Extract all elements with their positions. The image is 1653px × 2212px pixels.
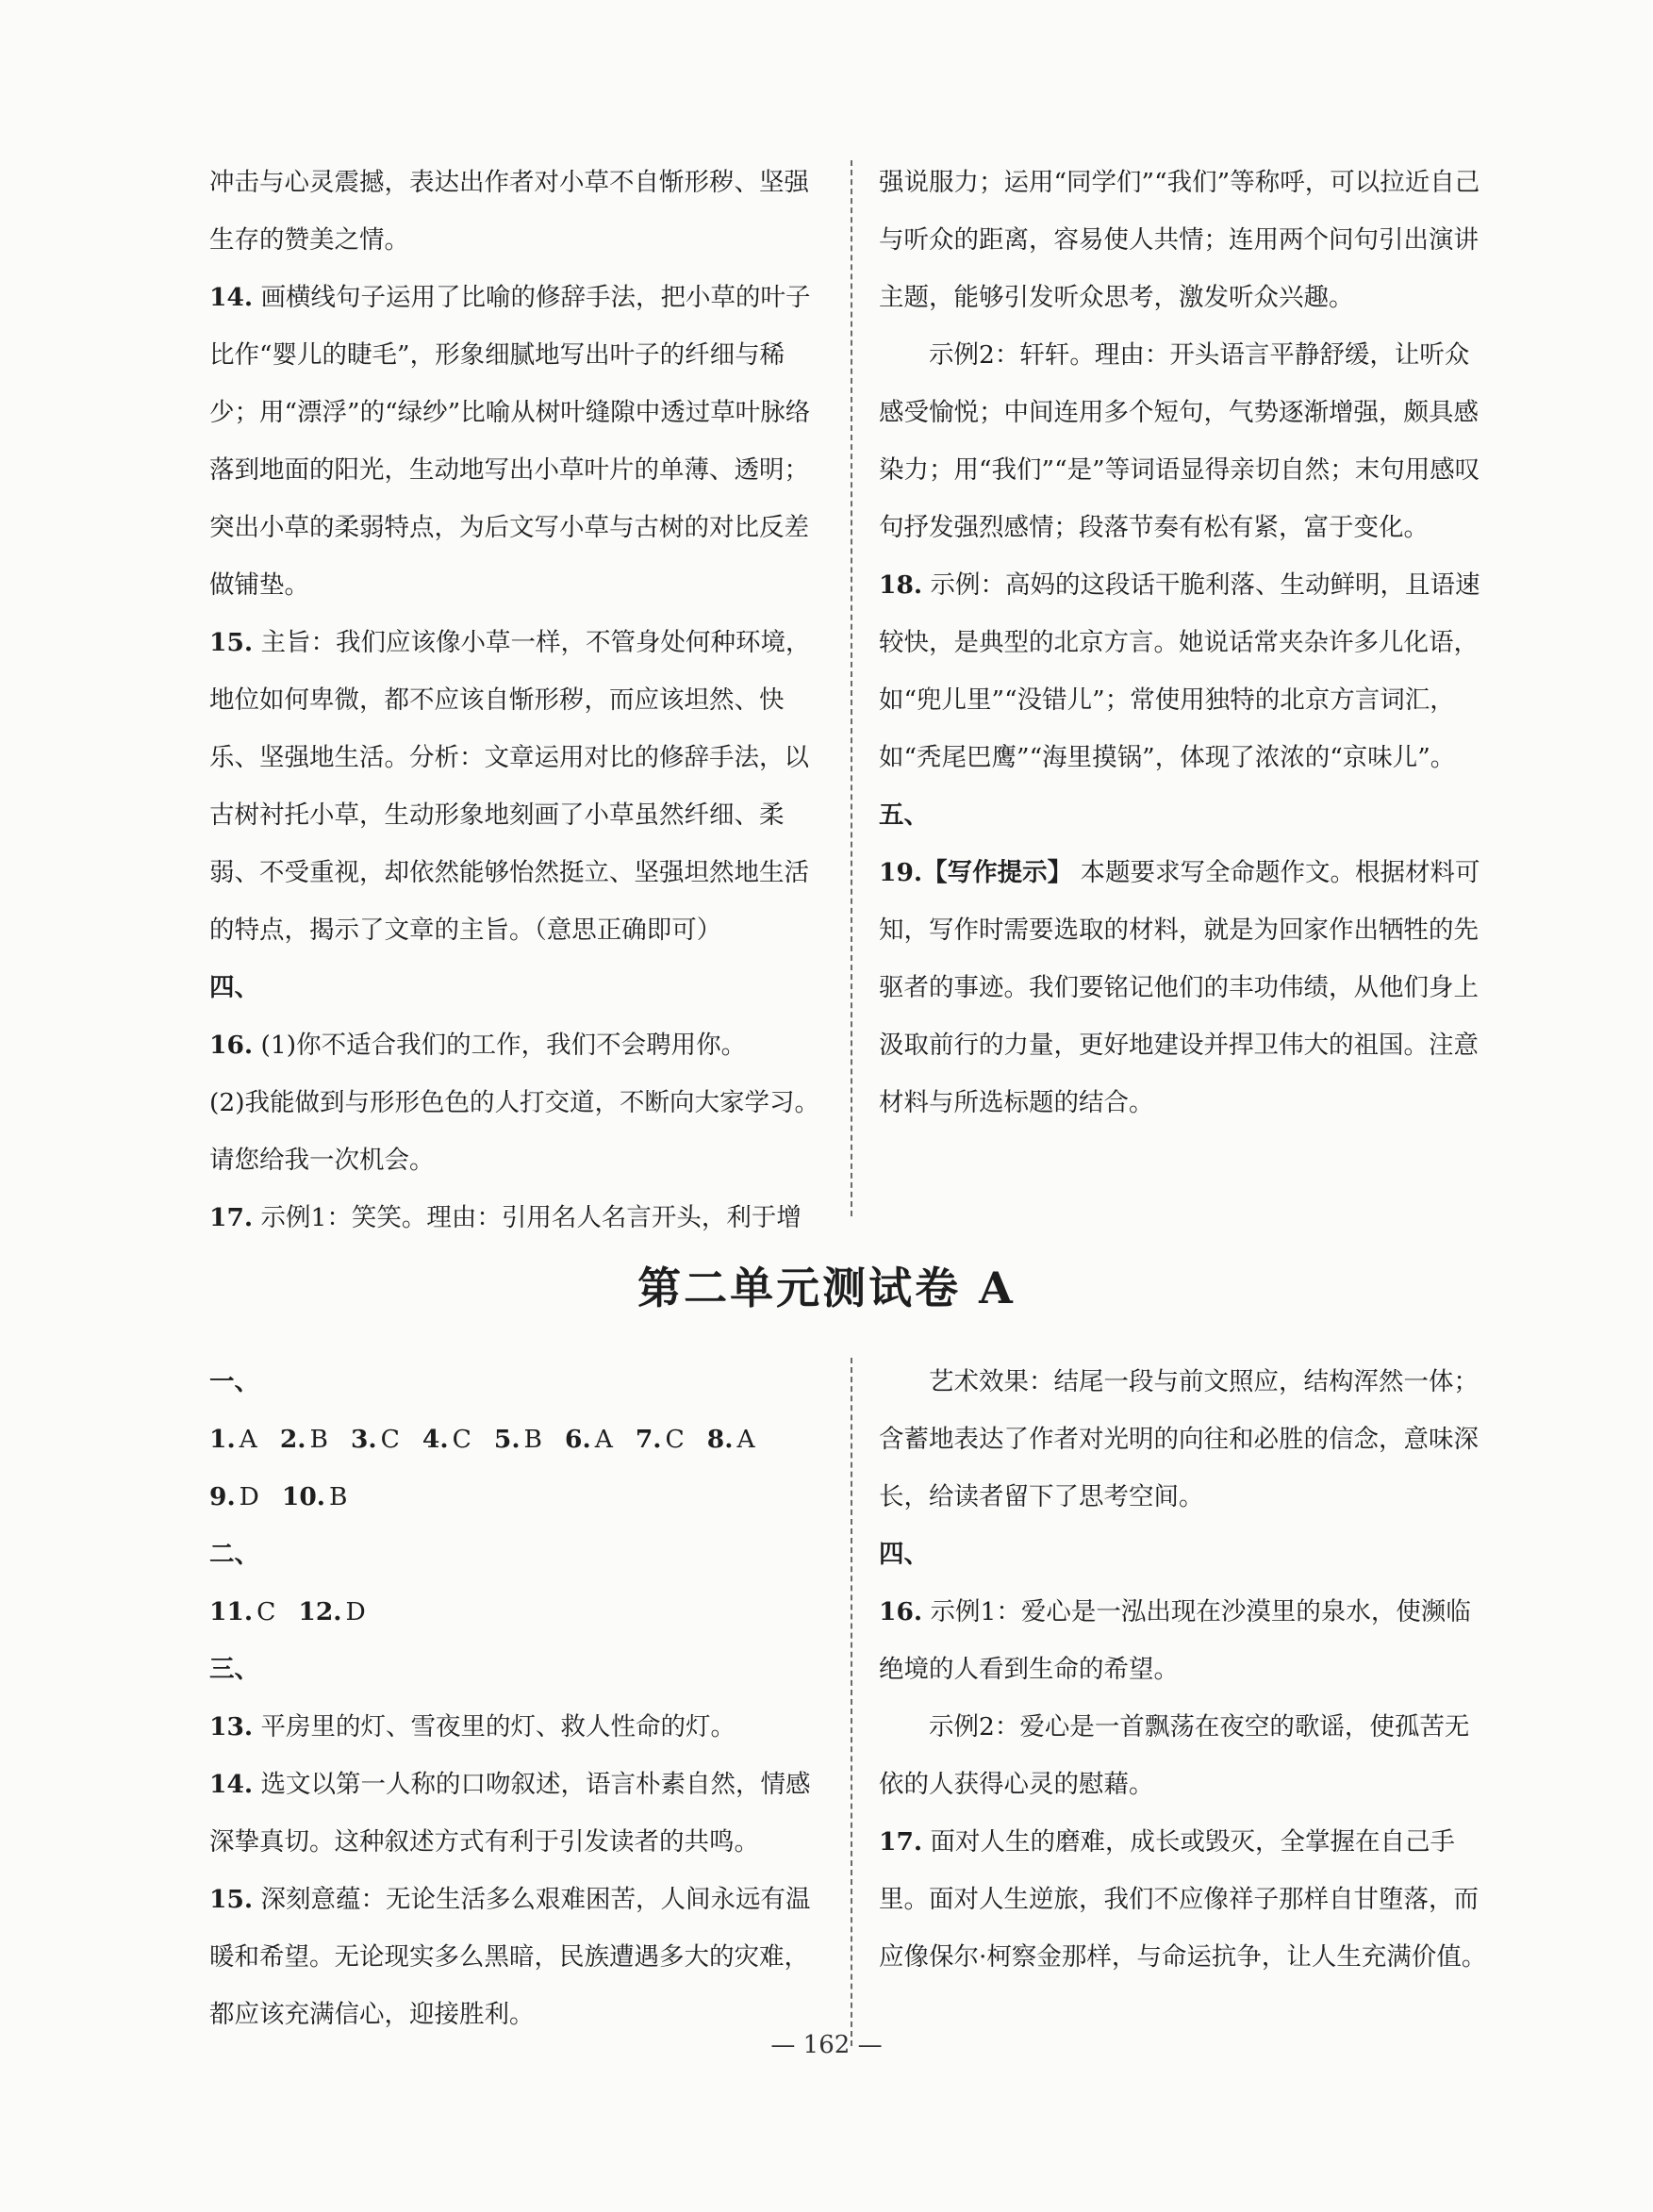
question-number: 12. bbox=[298, 1597, 342, 1626]
answer-text: 面对人生的磨难，成长或毁灭，全掌握在自己手里。面对人生逆旅，我们不应像祥子那样自甘堕落，而应像保尔·柯察金那样，与命运抗争，让人生充满价值。 bbox=[879, 1827, 1487, 1972]
answer-text: 深刻意蕴：无论生活多么艰难困苦，人间永远有温暖和希望。无论现实多么黑暗，民族遭遇多大的灾难，都应该充满信心，迎接胜利。 bbox=[209, 1885, 811, 2029]
answer-16 bbox=[209, 1016, 827, 1074]
answer-15 bbox=[209, 1871, 827, 2043]
answer-letter: A bbox=[594, 1425, 613, 1454]
question-number: 1. bbox=[209, 1425, 236, 1454]
bottom-right-column bbox=[879, 1353, 1494, 1986]
answer-letter: A bbox=[239, 1425, 257, 1454]
section-heading: 三、 bbox=[209, 1655, 259, 1684]
answer-letter: B bbox=[329, 1482, 348, 1511]
question-number: 15. bbox=[209, 1885, 254, 1914]
answer-text: 选文以第一人称的口吻叙述，语言朴素自然，情感深挚真切。这种叙述方式有利于引发读者的共鸣。 bbox=[209, 1770, 811, 1857]
section-title: 第二单元测试卷 A bbox=[637, 1263, 1016, 1313]
question-number: 15. bbox=[209, 628, 254, 657]
answer-letter: D bbox=[239, 1482, 259, 1511]
answer-text: 示例：高妈的这段话干脆利落、生动鲜明，且语速较快，是典型的北京方言。她说话常夹杂许多儿化语，如“兜儿里”“没错儿”；常使用独特的北京方言词汇，如“秃尾巴鹰”“海里摸锅”，体现了浓浓的“京味儿”。 bbox=[879, 570, 1480, 772]
section-heading: 五、 bbox=[879, 801, 929, 830]
answer-text: 平房里的灯、雪夜里的灯、救人性命的灯。 bbox=[260, 1712, 736, 1742]
question-number: 4. bbox=[422, 1425, 449, 1454]
choice-answers-row bbox=[209, 1583, 827, 1641]
question-number: 19. bbox=[879, 858, 923, 887]
paragraph: 示例2：轩轩。理由：开头语言平静舒缓，让听众感受愉悦；中间连用多个短句，气势逐渐增强，颇具感染力；用“我们”“是”等词语显得亲切自然；末句用感叹句抒发强烈感情；段落节奏有松有紧，富于变化。 bbox=[879, 340, 1480, 542]
answer-text: 画横线句子运用了比喻的修辞手法，把小草的叶子比作“婴儿的睫毛”，形象细腻地写出叶子的纤细与稀少；用“漂浮”的“绿纱”比喻从树叶缝隙中透过草叶脉络落到地面的阳光，生动地写出小草叶片的单薄、透明；突出小草的柔弱特点，为后文写小草与古树的对比反差做铺垫。 bbox=[209, 283, 811, 600]
column-divider bbox=[851, 160, 852, 1216]
choice-answers-row bbox=[209, 1468, 827, 1526]
answer-17 bbox=[209, 1189, 827, 1246]
question-number: 3. bbox=[350, 1425, 377, 1454]
answer-text: (1)你不适合我们的工作，我们不会聘用你。 bbox=[260, 1031, 747, 1060]
question-number: 10. bbox=[281, 1482, 326, 1511]
answer-letter: D bbox=[345, 1597, 366, 1626]
choice-answer bbox=[565, 1411, 613, 1468]
answer-letter: C bbox=[452, 1425, 471, 1454]
answer-letter: B bbox=[309, 1425, 328, 1454]
question-number: 16. bbox=[879, 1597, 923, 1626]
question-number: 9. bbox=[209, 1482, 236, 1511]
paragraph: 冲击与心灵震撼，表达出作者对小草不自惭形秽、坚强生存的赞美之情。 bbox=[209, 168, 809, 255]
answer-17 bbox=[879, 1813, 1494, 1986]
page-number: — 162 — bbox=[770, 2031, 883, 2059]
answer-text: 示例1：笑笑。理由：引用名人名言开头，利于增 bbox=[260, 1203, 802, 1232]
question-number: 5. bbox=[493, 1425, 521, 1454]
answer-16 bbox=[879, 1583, 1494, 1698]
section-heading: 二、 bbox=[209, 1540, 259, 1569]
answer-14 bbox=[209, 269, 827, 614]
choice-answer bbox=[209, 1468, 259, 1526]
choice-answer bbox=[282, 1468, 348, 1526]
writing-tip-label: 【写作提示】 bbox=[922, 858, 1073, 887]
choice-answer bbox=[351, 1411, 400, 1468]
question-number: 16. bbox=[209, 1031, 254, 1060]
answer-letter: C bbox=[256, 1597, 276, 1626]
answer-letter: B bbox=[523, 1425, 543, 1454]
question-number: 18. bbox=[879, 570, 923, 600]
answer-13 bbox=[209, 1698, 827, 1756]
question-number: 11. bbox=[209, 1597, 254, 1626]
question-number: 17. bbox=[209, 1203, 254, 1232]
section-heading: 四、 bbox=[209, 973, 259, 1002]
bottom-left-column bbox=[209, 1353, 827, 2043]
choice-answers-row bbox=[209, 1411, 827, 1468]
top-left-column bbox=[209, 154, 827, 1246]
answer-text: 示例1：爱心是一泓出现在沙漠里的泉水，使濒临绝境的人看到生命的希望。 bbox=[879, 1597, 1471, 1684]
choice-answer bbox=[298, 1583, 365, 1641]
question-number: 7. bbox=[635, 1425, 662, 1454]
choice-answer bbox=[494, 1411, 542, 1468]
choice-answer bbox=[209, 1411, 257, 1468]
answer-16-2: 示例2：爱心是一首飘荡在夜空的歌谣，使孤苦无依的人获得心灵的慰藉。 bbox=[879, 1712, 1470, 1799]
question-number: 17. bbox=[879, 1827, 923, 1857]
choice-answer bbox=[209, 1583, 275, 1641]
paragraph: 强说服力；运用“同学们”“我们”等称呼，可以拉近自己与听众的距离，容易使人共情；连用两个问句引出演讲主题，能够引发听众思考，激发听众兴趣。 bbox=[879, 168, 1480, 312]
question-number: 8. bbox=[706, 1425, 734, 1454]
question-number: 13. bbox=[209, 1712, 254, 1742]
top-right-column bbox=[879, 154, 1494, 1131]
paragraph: 艺术效果：结尾一段与前文照应，结构浑然一体；含蓄地表达了作者对光明的向往和必胜的信念，意味深长，给读者留下了思考空间。 bbox=[879, 1367, 1479, 1511]
question-number: 14. bbox=[209, 283, 254, 312]
section-heading: 四、 bbox=[879, 1540, 929, 1569]
choice-answer bbox=[636, 1411, 685, 1468]
choice-answer bbox=[707, 1411, 755, 1468]
answer-16-2: (2)我能做到与形形色色的人打交道，不断向大家学习。请您给我一次机会。 bbox=[209, 1088, 820, 1175]
column-divider bbox=[851, 1358, 852, 2046]
answer-18 bbox=[879, 556, 1494, 786]
answer-text: 主旨：我们应该像小草一样，不管身处何种环境，地位如何卑微，都不应该自惭形秽，而应该坦然、快乐、坚强地生活。分析：文章运用对比的修辞手法，以古树衬托小草，生动形象地刻画了小草虽然纤细、柔弱、不受重视，却依然能够怡然挺立、坚强坦然地生活的特点，揭示了文章的主旨。（意思正确即可） bbox=[209, 628, 811, 945]
choice-answer bbox=[422, 1411, 471, 1468]
answer-19 bbox=[879, 844, 1494, 1131]
answer-14 bbox=[209, 1756, 827, 1871]
question-number: 14. bbox=[209, 1770, 254, 1799]
question-number: 6. bbox=[565, 1425, 591, 1454]
answer-15 bbox=[209, 614, 827, 959]
section-heading: 一、 bbox=[209, 1367, 259, 1396]
question-number: 2. bbox=[279, 1425, 306, 1454]
answer-letter: C bbox=[665, 1425, 685, 1454]
answer-text: 本题要求写全命题作文。根据材料可知，写作时需要选取的材料，就是为回家作出牺牲的先驱者的事迹。我们要铭记他们的丰功伟绩，从他们身上汲取前行的力量，更好地建设并捍卫伟大的祖国。注意材料与所选标题的结合。 bbox=[879, 858, 1480, 1117]
choice-answer bbox=[280, 1411, 328, 1468]
answer-letter: C bbox=[380, 1425, 400, 1454]
answer-letter: A bbox=[736, 1425, 755, 1454]
